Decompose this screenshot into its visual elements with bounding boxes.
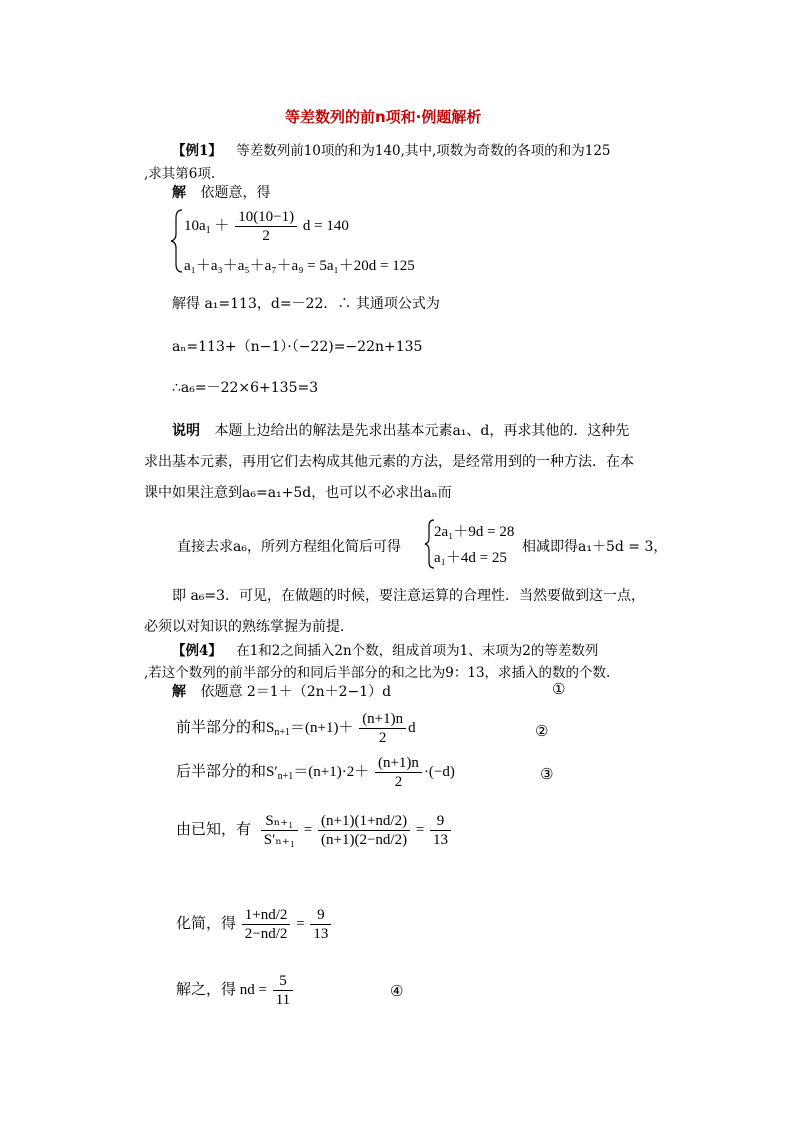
eq1-fraction xyxy=(235,208,297,245)
first-half-num: (n+1)n xyxy=(359,710,406,729)
second-half-fraction xyxy=(375,754,422,791)
eq1-part-a: 10a xyxy=(184,217,206,234)
simplified-left-fraction xyxy=(242,906,291,943)
simplified-right-den: 13 xyxy=(313,926,329,942)
ratio-right-den: 13 xyxy=(433,832,449,848)
first-half-pre: 前半部分的和S xyxy=(176,719,275,736)
note-text-1: 本题上边给出的解法是先求出基本元素a₁、d，再求其他的．这种先 xyxy=(214,423,630,439)
ratio-pre: 由已知，有 xyxy=(176,821,252,838)
simplified-left-den: 2−nd/2 xyxy=(244,926,288,942)
first-half-sub: n+1 xyxy=(274,726,290,738)
example-4-problem xyxy=(172,639,598,659)
solution-equation xyxy=(176,972,295,1009)
first-half-den: 2 xyxy=(378,730,387,746)
solution-label: 解 xyxy=(172,185,186,201)
second-half-post: ·(−d) xyxy=(423,763,455,780)
direct-method-pre: 直接去求a₆，所列方程组化简后可得 xyxy=(177,539,401,555)
solution-label-4: 解 xyxy=(172,684,186,700)
simplified-right-fraction xyxy=(310,906,331,943)
first-half-mid: ＝(n+1)＋ xyxy=(289,719,354,736)
ratio-mid-num: (n+1)(1+nd/2) xyxy=(318,812,410,831)
second-half-pre: 后半部分的和S′ xyxy=(176,763,278,780)
simplified-right-num: 9 xyxy=(310,906,331,925)
result-line-1: 解得 a₁=113，d=－22．∴ 其通项公式为 xyxy=(172,296,440,312)
ratio-right-num: 9 xyxy=(430,812,451,831)
page-title: 等差数列的前n项和·例题解析 xyxy=(285,108,482,126)
equation-marker-2: ② xyxy=(535,722,549,740)
equation-1: $10a_1$ ＋ $\frac{10(10-1)}{2}$ d = 140 xyxy=(184,209,349,244)
simplified-left-num: 1+nd/2 xyxy=(242,906,291,925)
solution-text: 依题意，得 xyxy=(200,185,271,201)
equation-marker-1: ① xyxy=(552,680,566,698)
ratio-right-fraction xyxy=(430,812,451,849)
first-half-sum xyxy=(176,710,416,747)
second-half-mid: ＝(n+1)·2＋ xyxy=(293,763,370,780)
solution-den: 11 xyxy=(275,992,291,1008)
second-half-num: (n+1)n xyxy=(375,754,422,773)
second-half-sub: n+1 xyxy=(277,770,294,782)
ratio-equation: 由已知，有 $\frac{\text{Sₙ₊₁}}{\text{S′ₙ₊₁}}$ = $\frac{(n+1)(1+nd/2)}{(n+1)(2-nd/2)}$ = $\frac{9}{13}$ xyxy=(176,812,453,849)
example-4-text-line1: 在1和2之间插入2n个数，组成首项为1、末项为2的等差数列 xyxy=(236,643,599,659)
note-line-1 xyxy=(172,420,629,440)
second-half-den: 2 xyxy=(394,774,403,790)
second-half-sum xyxy=(176,754,455,791)
ratio-mid-den: (n+1)(2−nd/2) xyxy=(321,832,408,848)
ratio-mid-fraction xyxy=(318,812,410,849)
eq1-fraction-den: 2 xyxy=(262,228,270,244)
example-4-label: 【例4】 xyxy=(172,643,222,659)
solution-num: 5 xyxy=(273,972,293,991)
first-half-fraction xyxy=(359,710,406,747)
example-4-text-line2: ,若这个数列的前半部分的和同后半部分的和之比为9：13，求插入的数的个数. xyxy=(144,665,611,681)
equation-marker-3: ③ xyxy=(540,765,554,783)
example-1-solution-intro xyxy=(172,182,270,202)
result-line-3: ∴a₆=－22×6+135=3 xyxy=(172,380,319,396)
equation-2: a₁＋a₃＋a₅＋a₇＋a₉ = 5a₁＋20d = 125 xyxy=(184,258,415,274)
ratio-left-den: S′ₙ₊₁ xyxy=(263,832,296,848)
note-line-3: 课中如果注意到a₆=a₁+5d，也可以不必求出aₙ而 xyxy=(144,485,452,501)
simplified-pre: 化简，得 xyxy=(176,915,237,932)
example-1-problem xyxy=(172,139,611,159)
ratio-left-fraction xyxy=(261,812,298,849)
direct-method-post: 相减即得a₁＋5d = 3， xyxy=(522,539,668,555)
note-line-2: 求出基本元素，再用它们去构成其他元素的方法，是经常用到的一种方法．在本 xyxy=(144,454,634,470)
equation-marker-4: ④ xyxy=(390,982,404,1000)
example-4-solution xyxy=(172,681,391,701)
simplified-equation: 化简，得 $\frac{1+nd/2}{2-nd/2}$ = $\frac{9}{13}$ xyxy=(176,906,333,943)
system-equation-2: a₁＋4d = 25 xyxy=(434,550,507,566)
example-1-text-line1: 等差数列前10项的和为140,其中,项数为奇数的各项的和为125 xyxy=(236,143,611,159)
example-1-label: 【例1】 xyxy=(172,143,222,159)
example-1-text-line2: ,求其第6项. xyxy=(144,166,216,182)
ratio-left-num: Sₙ₊₁ xyxy=(261,812,298,831)
result-line-2: aₙ=113+（n−1）·（−22)=−22n+135 xyxy=(172,339,423,355)
eq1-fraction-num: 10(10−1) xyxy=(235,208,297,227)
solution-text-4: 依题意 2＝1＋（2n＋2−1）d xyxy=(200,684,392,700)
solution-fraction xyxy=(273,972,293,1009)
eq1-part-b: d = 140 xyxy=(302,217,349,234)
conclusion-line-2: 必须以对知识的熟练掌握为前提． xyxy=(144,619,354,635)
first-half-post: d xyxy=(408,719,416,736)
note-label: 说明 xyxy=(172,423,200,439)
system-equation-1: 2a₁＋9d = 28 xyxy=(434,524,515,540)
solution-pre: 解之，得 nd = xyxy=(176,981,267,998)
conclusion-line-1: 即 a₆=3．可见，在做题的时候，要注意运算的合理性．当然要做到这一点， xyxy=(172,588,646,604)
system-brace-1 xyxy=(170,208,184,274)
